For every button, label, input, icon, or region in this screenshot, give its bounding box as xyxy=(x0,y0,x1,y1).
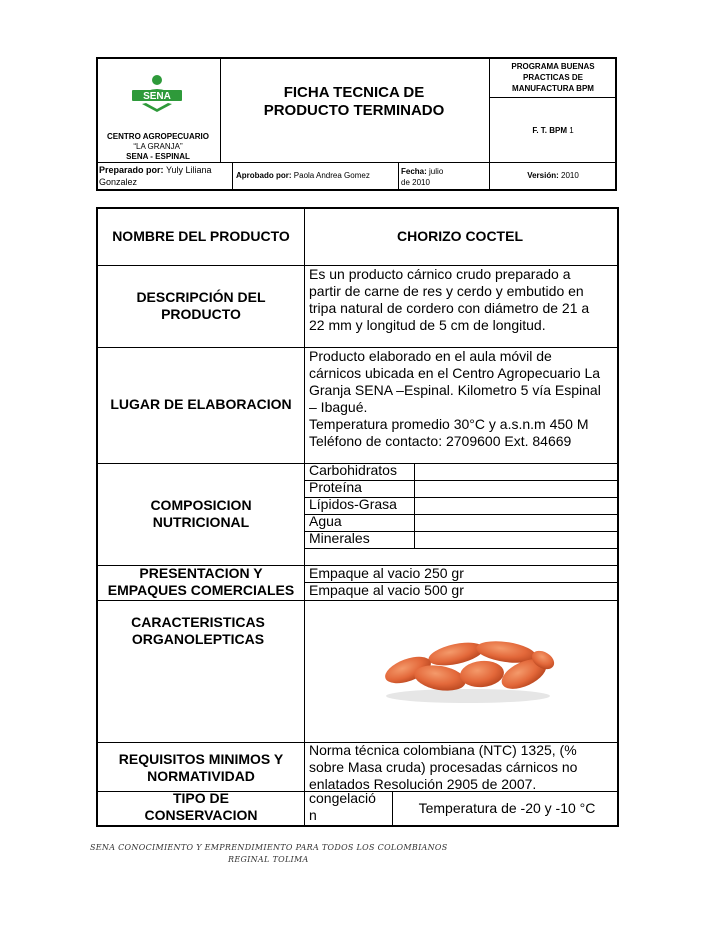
requirements-label xyxy=(98,751,304,785)
sena-logo xyxy=(128,74,186,114)
conservation-temperature: Temperatura de -20 y -10 °C xyxy=(418,800,596,816)
requirements-value xyxy=(309,742,617,793)
version-label: Versión xyxy=(527,171,557,180)
presentation-item: Empaque al vacio 250 gr xyxy=(309,565,464,581)
page-title xyxy=(220,84,488,120)
logo-text: SENA xyxy=(143,91,171,102)
code-label: F. T. BPM xyxy=(532,126,567,135)
conservation-type-line2: n xyxy=(309,807,317,823)
organoleptic-label xyxy=(98,614,298,648)
conservation-label xyxy=(98,790,304,824)
organoleptic-label-line2: ORGANOLEPTICAS xyxy=(131,631,265,647)
program-line1: PROGRAMA BUENAS xyxy=(511,62,595,71)
presentation-list xyxy=(309,565,615,599)
document-code xyxy=(490,125,616,136)
description-label-line1: DESCRIPCIÓN DEL xyxy=(136,289,266,305)
place-line: – Ibagué. xyxy=(309,399,368,415)
name-label: NOMBRE DEL PRODUCTO xyxy=(112,228,290,244)
description-label-line2: PRODUCTO xyxy=(161,306,241,322)
program-label xyxy=(490,61,616,94)
requirements-line: Norma técnica colombiana (NTC) 1325, (% xyxy=(309,742,577,758)
logo-head-icon xyxy=(152,75,162,85)
composition-item: Proteína xyxy=(309,479,362,495)
title-line2: PRODUCTO TERMINADO xyxy=(263,102,445,119)
conservation-label-line2: CONSERVACION xyxy=(144,807,258,823)
presentation-label xyxy=(98,565,304,599)
composition-item: Carbohidratos xyxy=(309,462,397,478)
footer-slogan: SENA CONOCIMIENTO Y EMPRENDIMIENTO PARA TODOS LOS COLOMBIANOS xyxy=(90,843,448,852)
approved-label: Aprobado por xyxy=(236,171,289,180)
requirements-line: sobre Masa cruda) procesadas cárnicos no xyxy=(309,759,578,775)
composition-list xyxy=(309,462,415,547)
institution-line1: CENTRO AGROPECUARIO xyxy=(107,132,209,141)
composition-label-line1: COMPOSICION xyxy=(150,497,252,513)
requirements-line: enlatados Resolución 2905 de 2007. xyxy=(309,776,537,792)
place-line: cárnicos ubicada en el Centro Agropecuario La xyxy=(309,365,601,381)
code-value: 1 xyxy=(569,126,574,135)
description-line: Es un producto cárnico crudo preparado a xyxy=(309,266,571,282)
program-line3: MANUFACTURA BPM xyxy=(512,84,594,93)
program-line2: PRACTICAS DE xyxy=(522,73,583,82)
institution-line2: “LA GRANJA” xyxy=(133,142,183,151)
composition-label xyxy=(98,497,304,531)
composition-item: Minerales xyxy=(309,530,370,546)
date-label: Fecha: xyxy=(401,167,427,176)
conservation-label-line1: TIPO DE xyxy=(172,790,229,806)
organoleptic-label-line1: CARACTERISTICAS xyxy=(131,614,265,630)
conservation-type-line1: congelació xyxy=(309,790,376,806)
composition-label-line2: NUTRICIONAL xyxy=(152,514,250,530)
date-value-1: julio xyxy=(429,167,444,176)
title-line1: FICHA TECNICA DE xyxy=(283,84,425,101)
version-value: 2010 xyxy=(561,171,579,180)
prepared-value: Yuly Liliana Gonzalez xyxy=(99,165,212,187)
description-value xyxy=(309,266,615,334)
sausage-image xyxy=(378,630,558,706)
presentation-item: Empaque al vacio 500 gr xyxy=(309,582,464,598)
presentation-label-line1: PRESENTACION Y xyxy=(139,565,263,581)
sausage-piece xyxy=(459,659,505,689)
version: Versión: 2010 xyxy=(527,171,579,180)
approved-value: Paola Andrea Gomez xyxy=(293,171,370,180)
description-label xyxy=(98,289,304,323)
requirements-label-line2: NORMATIVIDAD xyxy=(147,768,255,784)
place-line: Temperatura promedio 30°C y a.s.n.m 450 M xyxy=(309,416,589,432)
prepared-by: Preparado por: Yuly Liliana Gonzalez xyxy=(99,165,212,187)
date-value-2: de 2010 xyxy=(401,178,430,187)
conservation-type xyxy=(309,790,395,824)
approved-by: Aprobado por: Paola Andrea Gomez xyxy=(236,171,370,180)
presentation-label-line2: EMPAQUES COMERCIALES xyxy=(107,582,295,598)
product-name: CHORIZO COCTEL xyxy=(397,228,523,244)
description-line: 22 mm y longitud de 5 cm de longitud. xyxy=(309,317,546,333)
description-line: partir de carne de res y cerdo y embutido en xyxy=(309,283,584,299)
place-label: LUGAR DE ELABORACION xyxy=(110,396,292,412)
prepared-label: Preparado por xyxy=(99,165,161,175)
composition-item: Lípidos-Grasa xyxy=(309,496,397,512)
place-line: Granja SENA –Espinal. Kilometro 5 vía Espinal xyxy=(309,382,601,398)
place-line: Teléfono de contacto: 2709600 Ext. 84669 xyxy=(309,433,572,449)
place-line: Producto elaborado en el aula móvil de xyxy=(309,348,552,364)
composition-item: Agua xyxy=(309,513,342,529)
date xyxy=(401,166,487,188)
requirements-label-line1: REQUISITOS MINIMOS Y xyxy=(118,751,284,767)
institution-line3: SENA - ESPINAL xyxy=(126,152,190,161)
footer-region: REGINAL TOLIMA xyxy=(228,855,309,864)
place-value xyxy=(309,348,617,450)
description-line: tripa natural de cordero con diámetro de 21 a xyxy=(309,300,590,316)
